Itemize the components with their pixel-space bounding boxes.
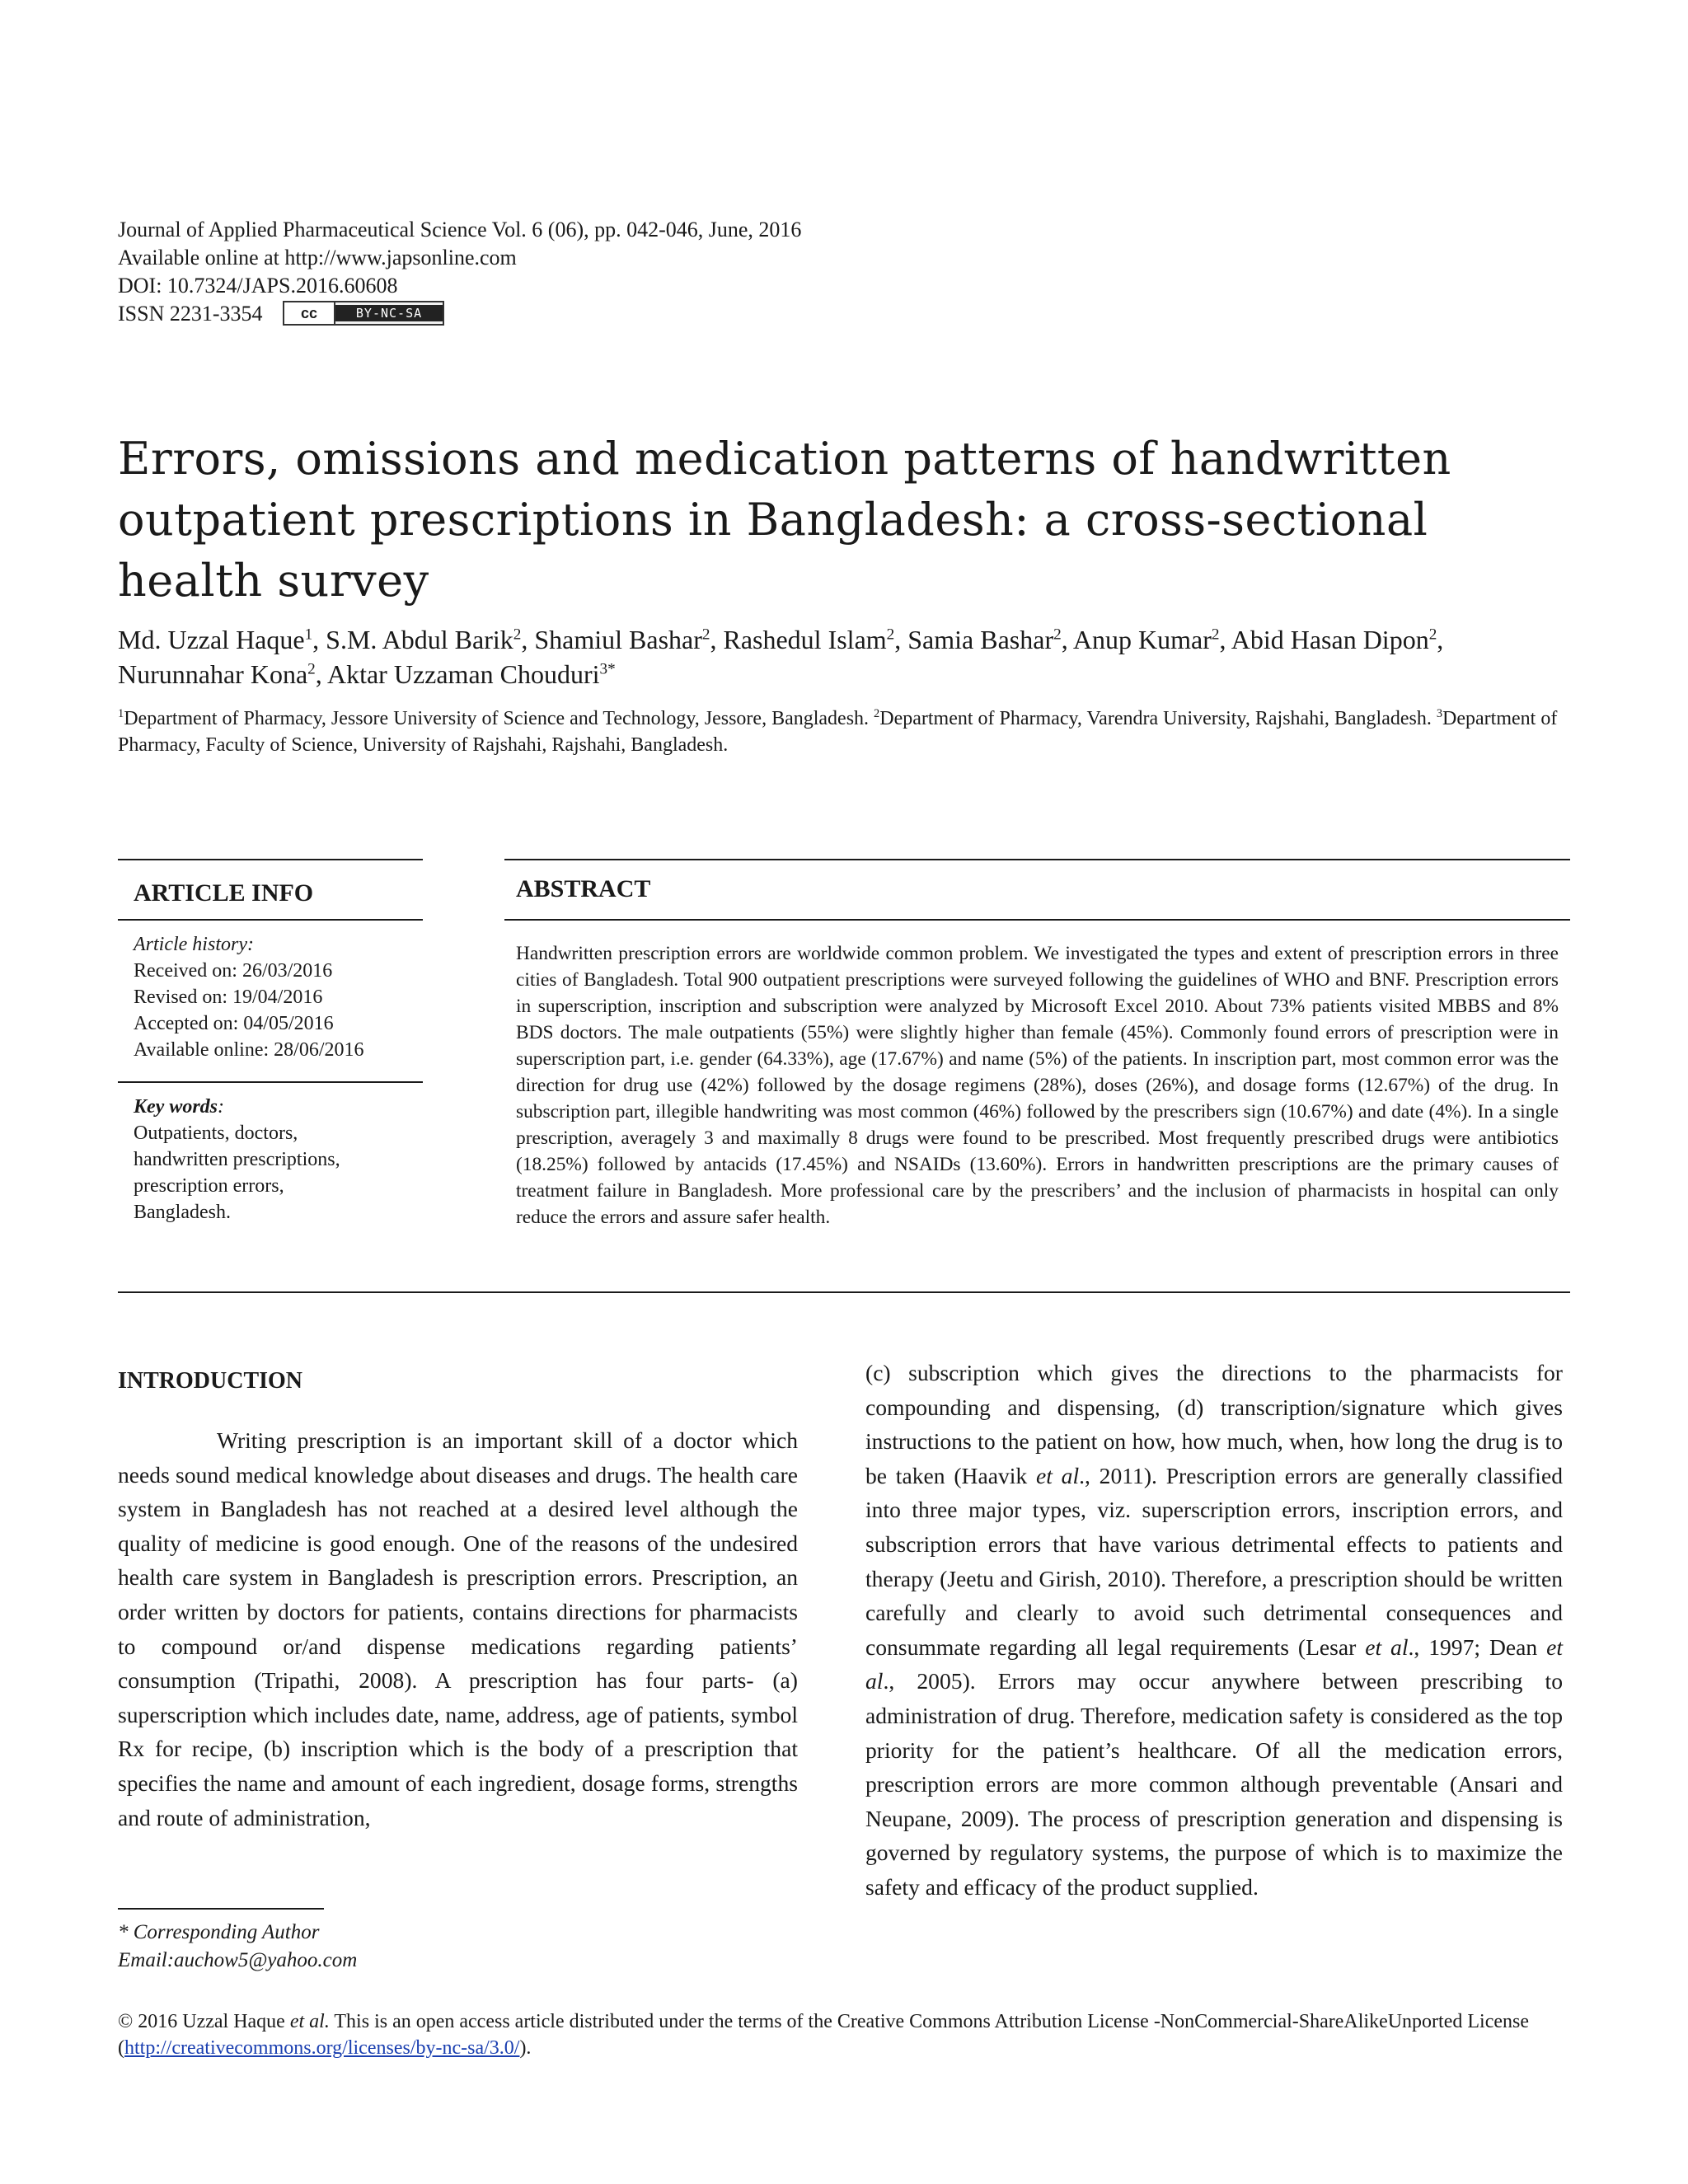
affiliation-2: Department of Pharmacy, Varendra University, Rajshahi, Bangladesh. xyxy=(879,708,1437,729)
journal-issn-row xyxy=(118,300,801,328)
author-name: Rashedul Islam xyxy=(723,625,887,654)
intro-text: ., 1997; Dean xyxy=(1408,1633,1547,1660)
revised-date: Revised on: 19/04/2016 xyxy=(134,987,323,1008)
keyword-line: Bangladesh. xyxy=(134,1202,231,1223)
author-affiliation-marker: 2 xyxy=(1428,626,1437,644)
footer-text: This is an open access article distributed under the terms of the Creative Commons Attribution License -NonCommercial-ShareAlikeUnported License ( xyxy=(118,2011,1529,2059)
affiliation-3: Department of Pharmacy, Faculty of Science, University of Rajshahi, Rajshahi, Bangladesh. xyxy=(118,708,1558,756)
footnote-divider xyxy=(118,1908,324,1910)
license-link[interactable]: http://creativecommons.org/licenses/by-nc-sa/3.0/ xyxy=(124,2037,520,2059)
journal-header xyxy=(118,216,801,328)
introduction-right-column xyxy=(865,1356,1563,1905)
footer-text: ). xyxy=(519,2037,532,2059)
divider xyxy=(118,919,423,921)
keywords-colon: : xyxy=(218,1096,224,1118)
intro-text: ., 2011). Prescription errors are generally classified into three major types, viz. superscription errors, inscription errors, and subscription errors that have various detrimental effects to patients and therapy (Jeetu and Girish, 2010). Therefore, a prescription should be written carefully and clearly to avoid such detrimental consequences and consummate regarding all legal requirements (Lesar xyxy=(865,1462,1563,1660)
journal-doi: DOI: 10.7324/JAPS.2016.60608 xyxy=(118,274,398,298)
affiliation-1: Department of Pharmacy, Jessore University of Science and Technology, Jessore, Bangladesh. xyxy=(124,708,874,729)
article-history-label: Article history: xyxy=(134,934,254,955)
intro-text: (c) subscription which gives the directions to the pharmacists for compounding and dispensing, (d) transcription/signature which gives instructions to the patient on how, how much, when, how long the drug is to be taken (Haavik xyxy=(865,1360,1563,1488)
author-name: S.M. Abdul Barik xyxy=(326,625,513,654)
author-name: Anup Kumar xyxy=(1072,625,1212,654)
corresponding-author xyxy=(118,1919,357,1975)
keyword-line: handwritten prescriptions, xyxy=(134,1149,340,1170)
divider xyxy=(118,1291,1570,1293)
journal-website[interactable]: Available online at http://www.japsonline.com xyxy=(118,246,517,269)
author-affiliation-marker: 1 xyxy=(304,626,313,644)
received-date: Received on: 26/03/2016 xyxy=(134,960,333,982)
affiliation-marker: 1 xyxy=(118,707,124,720)
journal-citation: Journal of Applied Pharmaceutical Science Vol. 6 (06), pp. 042-046, June, 2016 xyxy=(118,218,802,241)
author-affiliation-marker: 2 xyxy=(886,626,895,644)
article-info-heading: ARTICLE INFO xyxy=(134,879,314,907)
author-affiliation-marker: 2 xyxy=(513,626,522,644)
author-name: Abid Hasan Dipon xyxy=(1231,625,1429,654)
keywords-label-row xyxy=(134,1094,422,1120)
author-affiliation-marker: 2 xyxy=(307,660,316,678)
introduction-left-column: Writing prescription is an important skill of a doctor which needs sound medical knowledge about diseases and drugs. The health care system in Bangladesh has not reached at a desired level although the quality of medicine is good enough. One of the reasons of the undesired health care system in Bangladesh is prescription errors. Prescription, an order written by doctors for patients, contains directions for pharmacists to compound or/and dispense medications regarding patients’ consumption (Tripathi, 2008). A prescription has four parts- (a) superscription which includes date, name, address, age of patients, symbol Rx for recipe, (b) inscription which is the body of a prescription that specifies the name and amount of each ingredient, dosage forms, strengths and route of administration, xyxy=(118,1427,798,1830)
introduction-heading: INTRODUCTION xyxy=(118,1368,303,1394)
et-al: et al xyxy=(1365,1633,1409,1660)
keywords xyxy=(134,1094,422,1226)
accepted-date: Accepted on: 04/05/2016 xyxy=(134,1013,334,1034)
author-affiliation-marker: 2 xyxy=(1211,626,1220,644)
author-list: Md. Uzzal Haque$^1$, S.M. Abdul Barik$^2$, Shamiul Bashar$^2$, Rashedul Islam$^2$, Samia Bashar$^2$, Anup Kumar$^2$, Abid Hasan Dipon$^2$, Nurunnahar Kona$^2$, Aktar Uzzaman Chouduri$^{3*}$ xyxy=(118,625,1444,689)
author-affiliation-marker: 3* xyxy=(599,660,616,678)
et-al: et al xyxy=(1035,1462,1080,1488)
divider xyxy=(504,919,1570,921)
keyword-line: Outpatients, doctors, xyxy=(134,1122,298,1144)
author-name: Md. Uzzal Haque xyxy=(118,625,305,654)
footer-text: © 2016 Uzzal Haque xyxy=(118,2011,290,2032)
corresponding-email[interactable]: Email:auchow5@yahoo.com xyxy=(118,1949,358,1971)
author-name: Nurunnahar Kona xyxy=(118,659,308,689)
affiliation-marker: 3 xyxy=(1436,707,1443,720)
et-al: et al. xyxy=(289,2011,330,2032)
author-name: Shamiul Bashar xyxy=(534,625,702,654)
affiliation-marker: 2 xyxy=(874,707,880,720)
paper-title: Errors, omissions and medication patterns of handwritten outpatient prescriptions in Bangladesh: a cross-sectional health survey xyxy=(118,433,1451,607)
divider xyxy=(118,1081,423,1083)
corresponding-author-label: * Corresponding Author xyxy=(118,1921,320,1943)
intro-text: ., 2005). Errors may occur anywhere between prescribing to administration of drug. Therefore, medication safety is considered as the top priority for the patient’s healthcare. Of all the medication errors, prescription errors are more common although preventable (Ansari and Neupane, 2009). The process of prescription generation and dispensing is governed by regulatory systems, the purpose of which is to maximize the safety and efficacy of the product supplied. xyxy=(865,1668,1563,1900)
author-affiliation-marker: 2 xyxy=(701,626,710,644)
keywords-label: Key words xyxy=(134,1096,218,1118)
affiliations xyxy=(118,705,1568,758)
abstract-heading: ABSTRACT xyxy=(516,875,651,902)
author-name: Samia Bashar xyxy=(907,625,1054,654)
cc-icon: cc xyxy=(284,302,335,324)
available-date: Available online: 28/06/2016 xyxy=(134,1039,364,1061)
author-affiliation-marker: 2 xyxy=(1053,626,1062,644)
abstract-text: Handwritten prescription errors are worldwide common problem. We investigated the types and extent of prescription errors in three cities of Bangladesh. Total 900 outpatient prescriptions were surveyed following the guidelines of WHO and BNF. Prescription errors in superscription, inscription and subscription were analyzed by Microsoft Excel 2010. About 73% patients visited MBBS and 8% BDS doctors. The male outpatients (55%) were slightly higher than female (45%). Commonly found errors of prescription were in superscription part, i.e. gender (64.33%), age (17.67%) and name (5%) of the patients. In inscription part, most common error was the direction for drug use (42%) followed by the dosage regimens (28%), doses (26%), and dosage forms (12.67%) of the drug. In subscription part, illegible handwriting was most common (46%) followed by the prescribers sign (10.67%) and date (4%). In a single prescription, averagely 3 and maximally 8 drugs were found to be prescribed. Most frequently prescribed drugs were antibiotics (18.25%) followed by antacids (17.45%) and NSAIDs (13.60%). Errors in handwritten prescriptions are the primary causes of treatment failure in Bangladesh. More professional care by the prescribers’ and the inclusion of pharmacists in hospital can only reduce the errors and assure safer health. xyxy=(516,943,1559,1228)
divider xyxy=(504,859,1570,860)
journal-issn: ISSN 2231-3354 xyxy=(118,302,263,326)
author-name: Aktar Uzzaman Chouduri xyxy=(326,659,600,689)
et-al: et al xyxy=(865,1633,1563,1694)
divider xyxy=(118,859,423,860)
cc-license-badge[interactable] xyxy=(283,301,444,326)
keyword-line: prescription errors, xyxy=(134,1175,284,1197)
cc-license-type: BY-NC-SA xyxy=(335,305,443,321)
copyright-footer xyxy=(118,2008,1568,2061)
article-history xyxy=(134,931,422,1063)
